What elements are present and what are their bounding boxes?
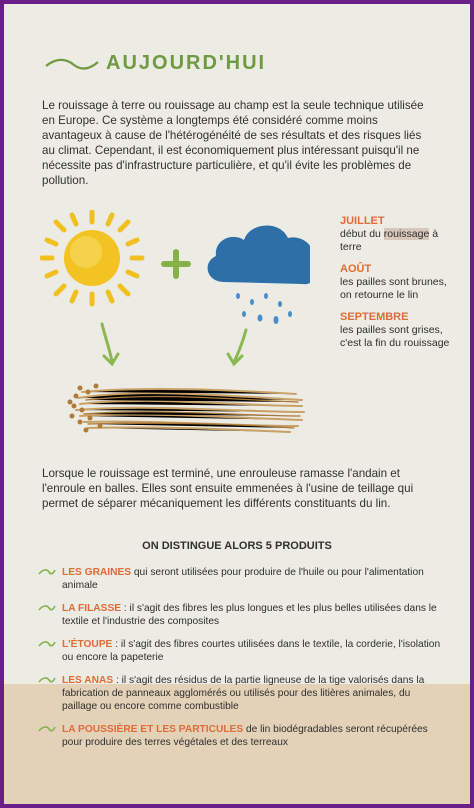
product-desc: : il s'agit des fibres les plus longues et les plus belles utilisées dans le textile et l'industrie des composites	[62, 603, 437, 627]
wave-bullet-icon	[38, 725, 56, 733]
arrow-left-icon	[102, 324, 118, 364]
product-name: LES GRAINES	[62, 567, 132, 578]
highlighted-word: rouissage	[383, 228, 430, 240]
product-name: LES ANAS	[62, 675, 114, 686]
month-september	[340, 310, 460, 350]
products-subtitle: ON DISTINGUE ALORS 5 PRODUITS	[142, 540, 332, 552]
month-desc	[340, 228, 460, 254]
month-desc-text: à terre	[340, 228, 439, 253]
month-july	[340, 214, 460, 254]
month-desc: les pailles sont brunes, on retourne le lin	[340, 276, 447, 301]
product-name: L'ÉTOUPE	[62, 639, 113, 650]
month-name: SEPTEMBRE	[340, 311, 409, 323]
sun-icon	[42, 212, 142, 304]
product-name: LA POUSSIÈRE ET LES PARTICULES	[62, 724, 244, 735]
list-item	[38, 566, 448, 592]
product-desc: : il s'agit des fibres courtes utilisées dans le textile, la corderie, l'isolation ou encore la papeterie	[62, 639, 441, 663]
retting-illustration	[40, 210, 310, 450]
products-list	[38, 566, 448, 759]
list-item	[38, 638, 448, 664]
wave-icon	[44, 56, 100, 72]
plus-icon	[164, 252, 188, 276]
list-item	[38, 602, 448, 628]
month-august	[340, 262, 460, 302]
processing-paragraph: Lorsque le rouissage est terminé, une enrouleuse ramasse l'andain et l'enroule en balles. Elles sont ensuite emmenées à l'usine de teillage qui permet de séparer mécaniquement les différents constituants du lin.	[42, 467, 414, 510]
product-desc: de lin biodégradables seront récupérées pour produire des terres végétales et des terreaux	[62, 724, 428, 748]
section-header	[44, 52, 266, 75]
product-desc: : il s'agit des résidus de la partie ligneuse de la tige valorisés dans la fabrication de panneaux agglomérés ou utilisés pour des litières animales, du paillage ou encore comme combustible	[62, 675, 425, 712]
flax-straw-icon	[68, 384, 305, 433]
month-name: JUILLET	[340, 215, 385, 227]
month-desc-text: début du	[340, 228, 384, 240]
intro-paragraph: Le rouissage à terre ou rouissage au champ est la seule technique utilisée en Europe. Ce système a longtemps été considéré comme moins avantageux à cause de l'hétérogénéité de ses résultats et des risques liés au climat. Cependant, il est économiquement plus intéressant puisqu'il ne nécessite pas d'infrastructure particulière, et qu'il évite les problèmes de pollution.	[42, 99, 424, 187]
wave-bullet-icon	[38, 568, 56, 576]
wave-bullet-icon	[38, 676, 56, 684]
month-name: AOÛT	[340, 263, 372, 275]
product-desc: qui seront utilisées pour produire de l'huile ou pour l'alimentation animale	[62, 567, 424, 591]
product-name: LA FILASSE	[62, 603, 122, 614]
wave-bullet-icon	[38, 604, 56, 612]
list-item	[38, 723, 448, 749]
month-desc: les pailles sont grises, c'est la fin du rouissage	[340, 324, 450, 349]
arrow-right-icon	[228, 330, 246, 364]
month-timeline	[340, 214, 460, 358]
page-title: AUJOURD'HUI	[106, 52, 267, 74]
rain-cloud-icon	[208, 225, 310, 324]
list-item	[38, 674, 448, 713]
wave-bullet-icon	[38, 640, 56, 648]
panel	[4, 4, 470, 804]
